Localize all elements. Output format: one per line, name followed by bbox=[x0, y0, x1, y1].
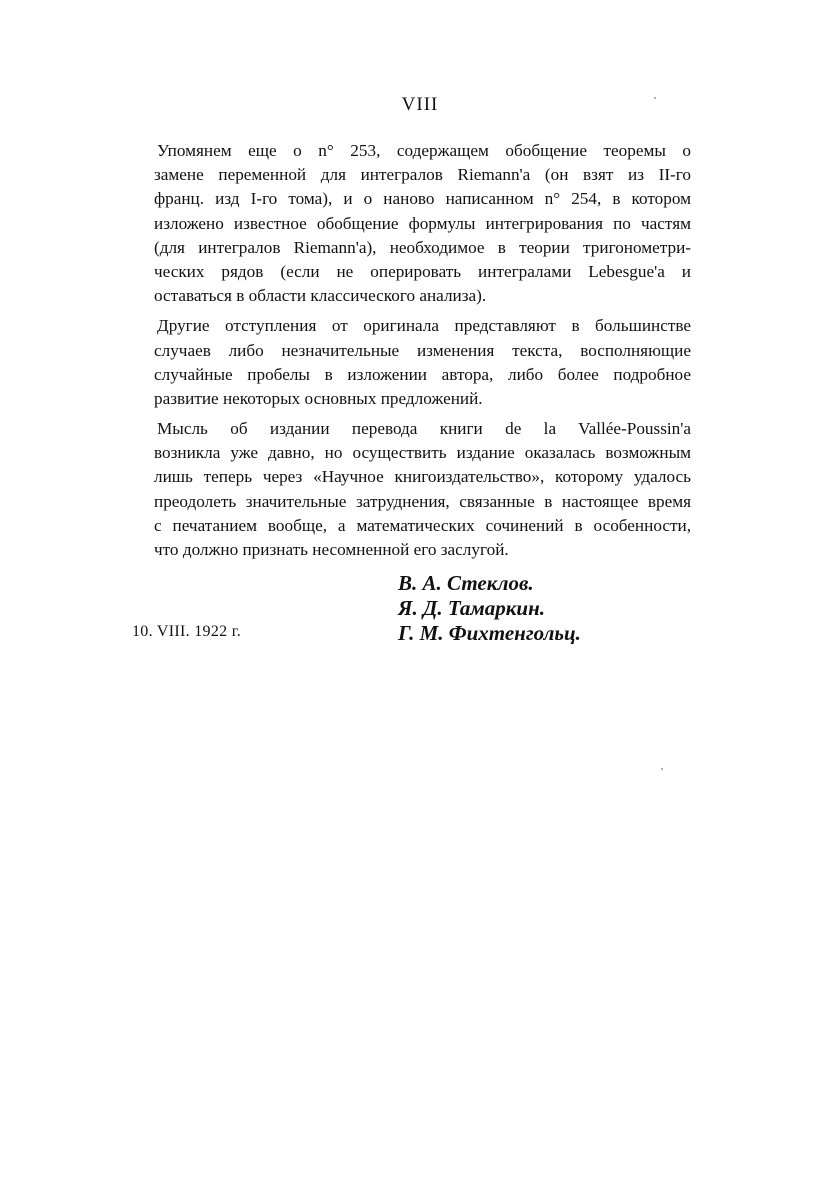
page-number: VIII bbox=[401, 94, 439, 115]
text-line: развитие некоторых основных предложений. bbox=[154, 388, 483, 408]
text-line: с печатанием вообще, а математических сочинений в особенности, bbox=[154, 515, 691, 535]
text-line: преодолеть значительные затруднения, связанные в настоящее время bbox=[154, 491, 691, 511]
preface-body bbox=[154, 139, 691, 562]
paragraph bbox=[154, 314, 691, 411]
text-line: ческих рядов (если не оперировать интегралами Lebesgue'а и bbox=[154, 261, 691, 281]
scan-speck bbox=[661, 768, 663, 770]
signature-fichtenholz: Г. М. Фихтенгольц. bbox=[398, 621, 581, 645]
text-line: лишь теперь через «Научное книгоиздательство», которому удалось bbox=[154, 467, 691, 487]
text-line: Мысль об издании перевода книги de la Vallée-Poussin'а bbox=[157, 419, 691, 439]
text-line: Упомянем еще о n° 253, содержащем обобщение теоремы о bbox=[157, 141, 691, 160]
text-line: франц. изд I-го тома), и о наново написанном n° 254, в котором bbox=[154, 189, 691, 209]
text-line: что должно признать несомненной его заслугой. bbox=[154, 540, 509, 559]
text-line: оставаться в области классического анализа). bbox=[154, 286, 487, 306]
scan-speck bbox=[654, 97, 656, 99]
text-line: замене переменной для интегралов Riemann'а (он взят из II-го bbox=[154, 165, 691, 185]
text-line: возникла уже давно, но осуществить издание оказалась возможным bbox=[154, 443, 691, 463]
text-line: изложено известное обобщение формулы интегрирования по частям bbox=[154, 213, 691, 233]
signature-steklov: В. А. Стеклов. bbox=[398, 571, 534, 595]
text-line: (для интегралов Riemann'а), необходимое в теории тригонометри- bbox=[154, 237, 691, 257]
preface-date: 10. VIII. 1922 г. bbox=[132, 623, 242, 640]
signature-block bbox=[398, 571, 581, 646]
text-line: случаев либо незначительные изменения текста, восполняющие bbox=[154, 340, 691, 360]
signature-tamarkin: Я. Д. Тамаркин. bbox=[398, 596, 545, 620]
text-line: Другие отступления от оригинала представляют в большинстве bbox=[157, 316, 691, 336]
paragraph bbox=[154, 139, 691, 308]
text-line: случайные пробелы в изложении автора, либо более подробное bbox=[154, 364, 691, 384]
paragraph bbox=[154, 417, 691, 562]
